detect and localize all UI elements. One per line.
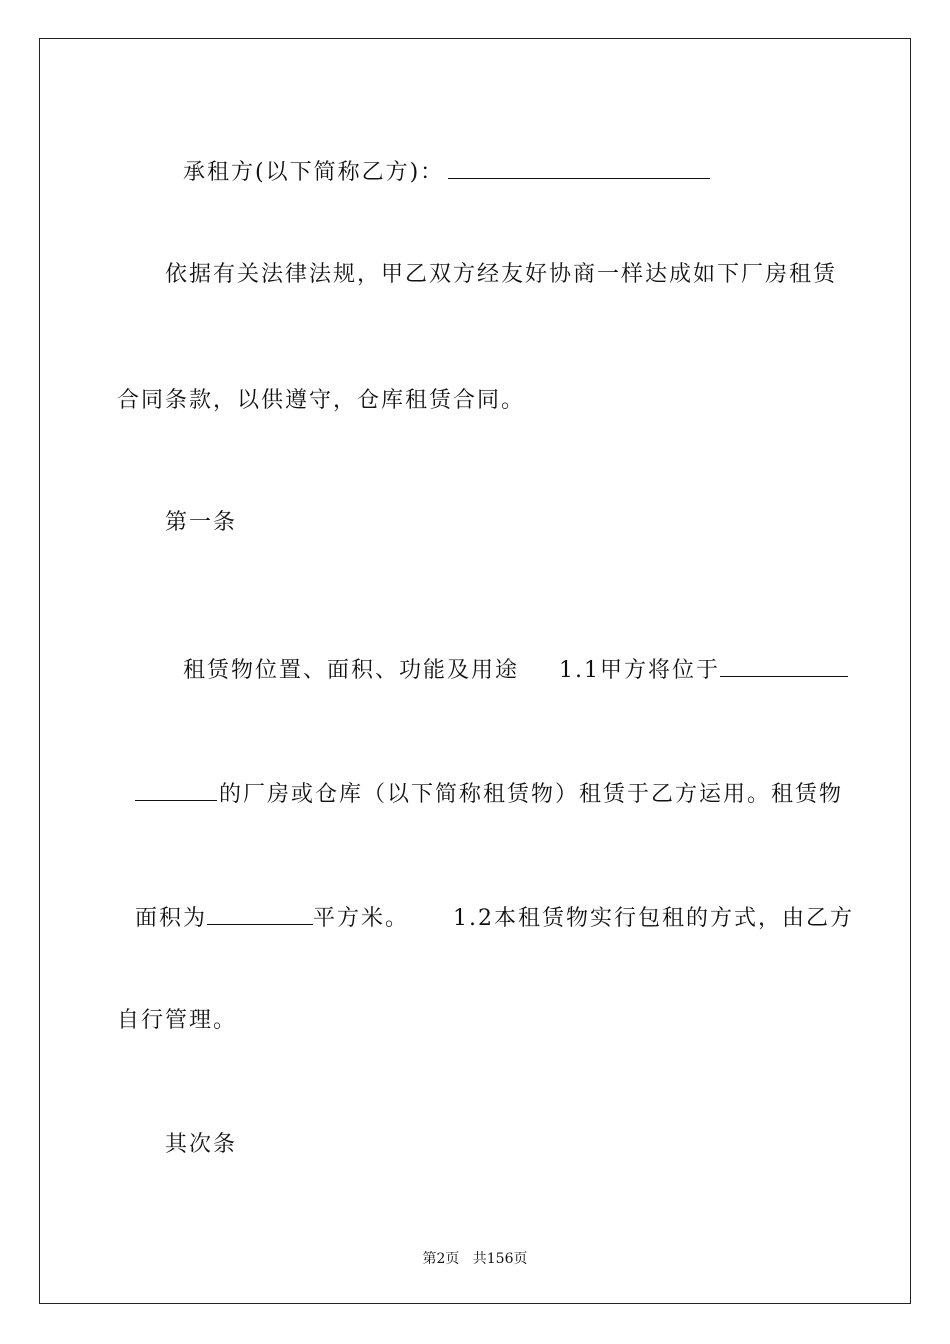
location-blank-continued[interactable] <box>135 782 217 801</box>
location-heading: 租赁物位置、面积、功能及用途 <box>183 658 520 683</box>
clause-1-1: 1.1甲方将位于 <box>559 658 721 683</box>
lessee-label: 承租方(以下简称乙方)： <box>183 160 445 185</box>
clause-1-2: 1.2本租赁物实行包租的方式，由乙方 <box>453 906 855 931</box>
area-unit: 平方米。 <box>313 906 410 931</box>
article-two-heading: 其次条 <box>165 1132 238 1157</box>
premises-text: 的厂房或仓库（以下简称租赁物）租赁于乙方运用。租赁物 <box>219 782 844 807</box>
line-premises <box>117 760 843 806</box>
area-blank[interactable] <box>207 906 313 925</box>
lessee-blank[interactable] <box>448 160 710 179</box>
total-pages: 共156页 <box>472 1251 528 1267</box>
line-lessee <box>165 138 710 184</box>
page-number: 第2页 <box>422 1251 460 1267</box>
article-one-heading: 第一条 <box>165 510 238 535</box>
line-location <box>165 636 848 682</box>
line-area <box>117 884 854 930</box>
area-label: 面积为 <box>135 906 208 931</box>
location-blank[interactable] <box>720 658 848 677</box>
line-basis: 依据有关法律法规，甲乙双方经友好协商一样达成如下厂房租赁 <box>165 262 838 287</box>
line-terms: 合同条款，以供遵守，仓库租赁合同。 <box>117 388 526 413</box>
line-management: 自行管理。 <box>117 1008 238 1033</box>
page-footer <box>0 1248 950 1268</box>
